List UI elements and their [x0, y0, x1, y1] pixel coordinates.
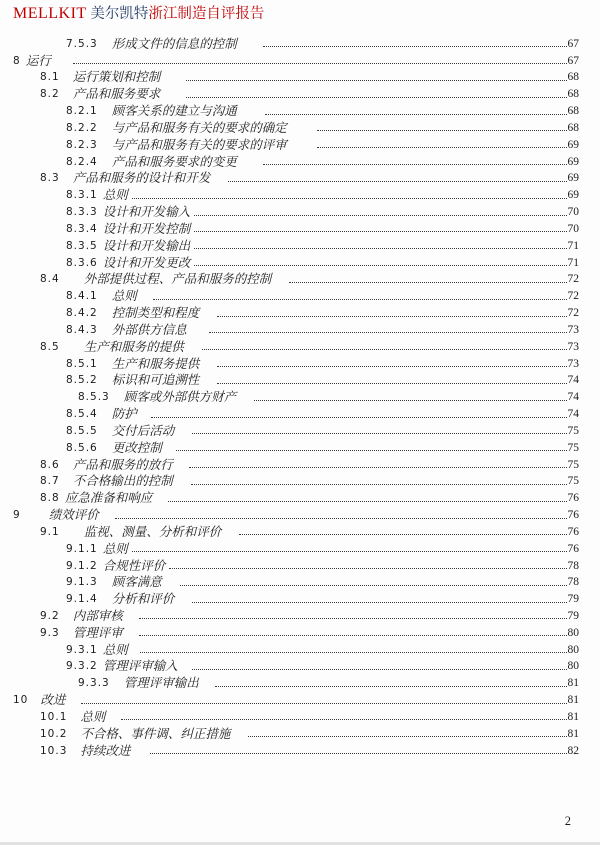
toc-entry-page: 82: [567, 744, 579, 757]
toc-entry: [0, 472, 579, 489]
toc-entry-title: 设计和开发控制: [102, 221, 191, 236]
toc-entry-page: 73: [567, 357, 579, 370]
toc-entry: [0, 371, 579, 388]
toc-entry-number: 7.5.3: [66, 37, 98, 50]
dot-leader: [176, 450, 567, 451]
dot-leader: [289, 282, 566, 283]
toc-entry-title: 设计和开发输入: [102, 205, 191, 220]
toc-entry-title: 不合格输出的控制: [72, 474, 173, 489]
toc-entry-page: 74: [567, 408, 579, 421]
toc-entry: [0, 303, 579, 320]
toc-entry: [0, 152, 579, 169]
dot-leader: [192, 669, 567, 670]
toc-entry-page: 79: [567, 609, 579, 622]
toc-entry: [0, 185, 579, 202]
toc-entry-page: 74: [567, 391, 579, 404]
toc-entry-title: 监视、测量、分析和评价: [83, 524, 222, 539]
toc-entry-page: 76: [567, 542, 579, 555]
toc-entry-number: 8.2.3: [66, 138, 98, 151]
toc-entry-page: 69: [567, 189, 579, 202]
toc-entry-number: 9.2: [40, 609, 60, 622]
toc-entry-number: 8.2.4: [66, 155, 98, 168]
dot-leader: [153, 299, 567, 300]
toc-entry-page: 78: [567, 576, 579, 589]
toc-entry-title: 交付后活动: [111, 423, 175, 438]
toc-entry-number: 8.3.5: [66, 239, 98, 252]
dot-leader: [186, 97, 566, 98]
toc-entry-page: 69: [567, 155, 579, 168]
dot-leader: [132, 551, 567, 552]
toc-entry: [0, 51, 579, 68]
dot-leader: [254, 400, 566, 401]
toc-entry-number: 8: [13, 54, 21, 67]
toc-entry-number: 8.5.4: [66, 408, 98, 421]
header-company-name: 美尔凯特: [86, 6, 149, 22]
toc-entry-number: 8.2: [40, 88, 60, 101]
dot-leader: [189, 467, 567, 468]
toc-entry-title: 应急准备和响应: [64, 491, 153, 506]
toc-entry-page: 80: [567, 643, 579, 656]
toc-entry-title: 运行: [25, 53, 51, 68]
toc-entry-title: 防护: [111, 407, 137, 422]
toc-entry: [0, 387, 579, 404]
toc-entry-number: 8.4: [40, 273, 60, 286]
dot-leader: [217, 383, 566, 384]
toc-entry: [0, 253, 579, 270]
toc-entry-title: 与产品和服务有关的要求的评审: [111, 137, 287, 152]
toc-entry: [0, 202, 579, 219]
dot-leader: [194, 265, 566, 266]
toc-entry-number: 8.2.1: [66, 105, 98, 118]
toc-entry-title: 外部提供过程、产品和服务的控制: [83, 272, 272, 287]
toc-entry-page: 75: [567, 441, 579, 454]
toc-entry-title: 标识和可追溯性: [111, 373, 200, 388]
toc-entry-title: 与产品和服务有关的要求的确定: [111, 120, 287, 135]
toc-entry-page: 79: [567, 593, 579, 606]
toc-entry-title: 总则: [102, 541, 128, 556]
dot-leader: [139, 618, 567, 619]
toc-entry-title: 管理评审输入: [102, 659, 178, 674]
toc-entry-number: 8.4.1: [66, 290, 98, 303]
dot-leader: [228, 181, 566, 182]
toc-entry-page: 67: [567, 54, 579, 67]
toc-entry-number: 10: [13, 694, 29, 707]
dot-leader: [217, 316, 566, 317]
toc-entry: [0, 320, 579, 337]
toc-entry: [0, 673, 579, 690]
toc-entry-number: 8.5.6: [66, 441, 98, 454]
toc-entry-page: 71: [567, 239, 579, 252]
toc-entry-title: 生产和服务的提供: [83, 339, 184, 354]
toc-entry-number: 8.3: [40, 172, 60, 185]
toc-entry-title: 顾客或外部供方财产: [123, 390, 237, 405]
toc-entry-number: 8.4.3: [66, 323, 98, 336]
toc-entry-title: 总则: [80, 709, 106, 724]
toc-entry-page: 75: [567, 424, 579, 437]
toc-entry: [0, 573, 579, 590]
toc-entry-page: 70: [567, 206, 579, 219]
toc-entry-page: 80: [567, 626, 579, 639]
toc-entry-page: 73: [567, 323, 579, 336]
toc-entry-page: 81: [567, 677, 579, 690]
dot-leader: [192, 602, 566, 603]
toc-entry-title: 总则: [102, 642, 128, 657]
toc-entry-number: 8.1: [40, 71, 60, 84]
toc-entry-title: 更改控制: [111, 440, 162, 455]
dot-leader: [192, 433, 566, 434]
toc-entry-page: 76: [567, 525, 579, 538]
toc-entry: [0, 724, 579, 741]
dot-leader: [150, 753, 566, 754]
toc-entry-number: 8.2.2: [66, 121, 98, 134]
toc-entry: [0, 354, 579, 371]
toc-entry-number: 8.5.2: [66, 374, 98, 387]
toc-entry-number: 8.5.1: [66, 357, 98, 370]
dot-leader: [263, 164, 567, 165]
toc-entry-number: 9.1.4: [66, 593, 98, 606]
toc-entry: [0, 606, 579, 623]
toc-entry-page: 70: [567, 222, 579, 235]
toc-entry-title: 总则: [111, 289, 137, 304]
dot-leader: [186, 80, 566, 81]
dot-leader: [151, 417, 567, 418]
toc-entry-number: 8.3.6: [66, 256, 98, 269]
header-report-title: 浙江制造自评报告: [148, 6, 265, 22]
dot-leader: [263, 46, 567, 47]
toc-entry-page: 72: [567, 307, 579, 320]
toc-entry-number: 10.1: [40, 710, 68, 723]
toc-entry-page: 76: [567, 509, 579, 522]
toc-entry-number: 8.5: [40, 340, 60, 353]
toc-entry-number: 10.2: [40, 727, 68, 740]
toc-entry-number: 9.3.2: [66, 660, 98, 673]
toc-entry-page: 75: [567, 475, 579, 488]
toc-entry: [0, 101, 579, 118]
toc-entry: [0, 68, 579, 85]
toc-entry-title: 总则: [102, 188, 128, 203]
dot-leader: [139, 635, 567, 636]
toc-entry: [0, 421, 579, 438]
toc-entry-number: 9.1.3: [66, 576, 98, 589]
toc-entry-number: 9.1.2: [66, 559, 98, 572]
toc-entry-page: 75: [567, 458, 579, 471]
toc-entry: [0, 286, 579, 303]
toc-entry-page: 67: [567, 37, 579, 50]
toc-entry-title: 顾客关系的建立与沟通: [111, 104, 237, 119]
toc-entry-number: 9.1: [40, 525, 60, 538]
toc-entry-number: 8.7: [40, 475, 60, 488]
toc-entry-number: 8.5.3: [78, 391, 110, 404]
toc-entry: [0, 34, 579, 51]
dot-leader: [217, 366, 566, 367]
dot-leader: [194, 215, 566, 216]
toc-entry: [0, 236, 579, 253]
toc-entry-title: 外部供方信息: [111, 322, 187, 337]
toc-entry: [0, 219, 579, 236]
toc-entry: [0, 505, 579, 522]
toc-entry-title: 形成文件的信息的控制: [111, 36, 237, 51]
toc-entry-page: 81: [567, 727, 579, 740]
toc-entry: [0, 135, 579, 152]
dot-leader: [115, 518, 567, 519]
page-number: 2: [564, 814, 571, 828]
toc-entry: [0, 657, 579, 674]
toc-entry-title: 管理评审输出: [123, 676, 199, 691]
dot-leader: [194, 231, 566, 232]
toc-entry: [0, 488, 579, 505]
toc-entry-number: 9.3: [40, 626, 60, 639]
brand-logo-text: MELLKIT: [13, 5, 87, 22]
toc-entry-number: 8.5.5: [66, 424, 98, 437]
toc-entry-number: 8.3.1: [66, 189, 98, 202]
dot-leader: [73, 63, 567, 64]
toc-entry: [0, 270, 579, 287]
toc-entry-number: 8.8: [40, 492, 60, 505]
dot-leader: [168, 501, 566, 502]
toc-entry-number: 10.3: [40, 744, 68, 757]
toc-entry-title: 生产和服务提供: [111, 356, 200, 371]
toc-entry-page: 68: [567, 71, 579, 84]
dot-leader: [81, 703, 566, 704]
dot-leader: [215, 686, 567, 687]
toc-entry: [0, 690, 579, 707]
toc-entry-title: 产品和服务的放行: [72, 457, 173, 472]
toc-entry-page: 81: [567, 710, 579, 723]
toc-entry-page: 68: [567, 105, 579, 118]
toc-entry-title: 控制类型和程度: [111, 306, 200, 321]
toc-entry-page: 80: [567, 660, 579, 673]
toc-entry: [0, 84, 579, 101]
toc-entry-page: 74: [567, 374, 579, 387]
toc-entry-title: 产品和服务要求的变更: [111, 154, 237, 169]
dot-leader: [140, 652, 567, 653]
toc-entry-title: 设计和开发输出: [102, 238, 191, 253]
toc-entry-page: 69: [567, 172, 579, 185]
dot-leader: [194, 248, 566, 249]
toc-entry-page: 68: [567, 88, 579, 101]
toc-entry-title: 管理评审: [72, 625, 123, 640]
toc-entry: [0, 337, 579, 354]
toc-entry-number: 8.3.4: [66, 222, 98, 235]
toc-entry-number: 9: [13, 509, 21, 522]
toc-entry-page: 73: [567, 340, 579, 353]
toc-entry: [0, 455, 579, 472]
toc-entry-number: 8.6: [40, 458, 60, 471]
toc-entry-page: 78: [567, 559, 579, 572]
toc-entry: [0, 741, 579, 758]
toc-entry: [0, 404, 579, 421]
toc-entry-title: 设计和开发更改: [102, 255, 191, 270]
dot-leader: [202, 349, 567, 350]
toc-entry-title: 产品和服务的设计和开发: [72, 171, 211, 186]
toc-entry-page: 68: [567, 121, 579, 134]
toc-entry: [0, 707, 579, 724]
toc-entry: [0, 118, 579, 135]
toc-entry: [0, 169, 579, 186]
dot-leader: [317, 147, 567, 148]
toc-entry: [0, 589, 579, 606]
dot-leader: [209, 332, 567, 333]
toc-entry-page: 71: [567, 256, 579, 269]
toc-entry-number: 9.3.1: [66, 643, 98, 656]
toc-entry: [0, 556, 579, 573]
toc-entry-page: 81: [567, 694, 579, 707]
toc-entry-title: 持续改进: [80, 743, 131, 758]
toc-entry-number: 9.3.3: [78, 677, 110, 690]
toc-entry-title: 合规性评价: [102, 558, 166, 573]
toc-entry-number: 8.3.3: [66, 206, 98, 219]
toc-entry: [0, 539, 579, 556]
toc-entry-page: 72: [567, 290, 579, 303]
dot-leader: [169, 568, 566, 569]
toc-entry-number: 9.1.1: [66, 542, 98, 555]
toc-entry: [0, 522, 579, 539]
toc-entry-title: 产品和服务要求: [72, 87, 161, 102]
dot-leader: [191, 484, 567, 485]
dot-leader: [180, 585, 567, 586]
page-header: [13, 4, 264, 24]
toc-entry-title: 运行策划和控制: [72, 70, 161, 85]
table-of-contents: [0, 34, 579, 758]
toc-entry-title: 内部审核: [72, 608, 123, 623]
toc-entry-page: 69: [567, 138, 579, 151]
toc-entry-page: 72: [567, 273, 579, 286]
dot-leader: [248, 736, 566, 737]
toc-entry: [0, 623, 579, 640]
toc-entry: [0, 640, 579, 657]
toc-entry-page: 76: [567, 492, 579, 505]
dot-leader: [265, 114, 567, 115]
toc-entry: [0, 438, 579, 455]
toc-entry-title: 分析和评价: [111, 592, 175, 607]
toc-entry-title: 顾客满意: [111, 575, 162, 590]
toc-entry-title: 绩效评价: [48, 508, 99, 523]
dot-leader: [239, 534, 566, 535]
dot-leader: [132, 198, 567, 199]
toc-entry-title: 不合格、事件调、纠正措施: [80, 726, 231, 741]
toc-entry-number: 8.4.2: [66, 307, 98, 320]
dot-leader: [121, 719, 566, 720]
toc-entry-title: 改进: [40, 693, 66, 708]
dot-leader: [317, 130, 567, 131]
